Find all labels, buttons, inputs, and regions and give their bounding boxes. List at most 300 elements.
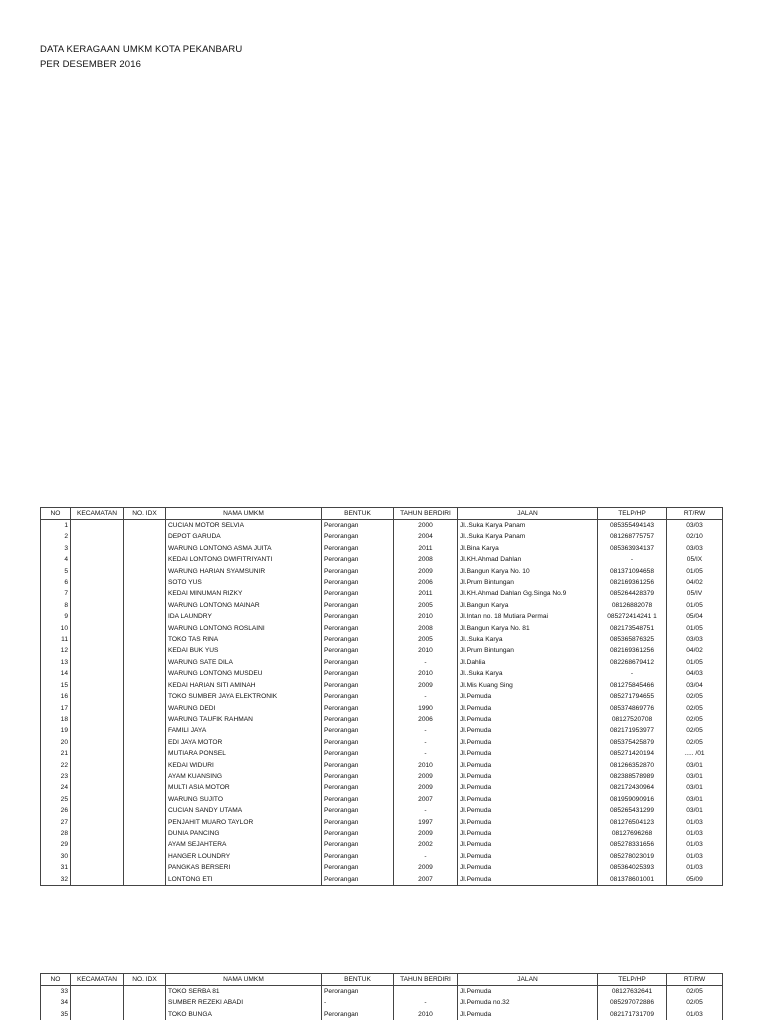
kecamatan-cell <box>71 725 124 736</box>
column-header: JALAN <box>458 974 598 986</box>
telp-cell: 08127696268 <box>598 828 667 839</box>
bentuk-cell: Perorangan <box>322 634 394 645</box>
jalan-cell: Jl..Suka Karya Panam <box>458 531 598 542</box>
tahun-berdiri-cell: 2009 <box>394 771 458 782</box>
kecamatan-cell <box>71 668 124 679</box>
no-idx-cell <box>124 725 166 736</box>
bentuk-cell: Perorangan <box>322 668 394 679</box>
nama-umkm-cell: MULTI ASIA MOTOR <box>166 782 322 793</box>
table-row <box>41 623 723 634</box>
table-row <box>41 782 723 793</box>
bentuk-cell: Perorangan <box>322 782 394 793</box>
telp-cell: 081371094658 <box>598 566 667 577</box>
table-row <box>41 577 723 588</box>
no-idx-cell <box>124 748 166 759</box>
no-idx-cell <box>124 645 166 656</box>
jalan-cell: Jl.Pemuda <box>458 851 598 862</box>
jalan-cell: Jl.Pemuda <box>458 828 598 839</box>
telp-cell: 082169361256 <box>598 577 667 588</box>
rt-rw-cell: 01/05 <box>667 623 723 634</box>
row-number: 23 <box>41 771 71 782</box>
table-row <box>41 725 723 736</box>
row-number: 28 <box>41 828 71 839</box>
tahun-berdiri-cell: - <box>394 737 458 748</box>
table-row <box>41 828 723 839</box>
tahun-berdiri-cell: 2005 <box>394 600 458 611</box>
tahun-berdiri-cell: 2005 <box>394 634 458 645</box>
nama-umkm-cell: KEDAI HARIAN SITI AMINAH <box>166 680 322 691</box>
no-idx-cell <box>124 737 166 748</box>
column-header: KECAMATAN <box>71 508 124 520</box>
kecamatan-cell <box>71 794 124 805</box>
tahun-berdiri-cell: 2009 <box>394 828 458 839</box>
row-number: 14 <box>41 668 71 679</box>
row-number: 17 <box>41 703 71 714</box>
table-row <box>41 611 723 622</box>
no-idx-cell <box>124 782 166 793</box>
kecamatan-cell <box>71 554 124 565</box>
jalan-cell: Jl.Pemuda <box>458 986 598 998</box>
row-number: 26 <box>41 805 71 816</box>
umkm-table-page-1 <box>40 507 723 886</box>
no-idx-cell <box>124 543 166 554</box>
bentuk-cell: Perorangan <box>322 543 394 554</box>
kecamatan-cell <box>71 588 124 599</box>
table-row <box>41 874 723 886</box>
rt-rw-cell: 01/03 <box>667 851 723 862</box>
kecamatan-cell <box>71 874 124 886</box>
nama-umkm-cell: IDA LAUNDRY <box>166 611 322 622</box>
telp-cell: 082171731709 <box>598 1009 667 1020</box>
nama-umkm-cell: EDI JAYA MOTOR <box>166 737 322 748</box>
no-idx-cell <box>124 771 166 782</box>
jalan-cell: Jl.Pemuda <box>458 794 598 805</box>
jalan-cell: Jl.Pemuda <box>458 691 598 702</box>
tahun-berdiri-cell: 2009 <box>394 680 458 691</box>
rt-rw-cell: 03/03 <box>667 543 723 554</box>
table-row <box>41 600 723 611</box>
rt-rw-cell: 01/05 <box>667 600 723 611</box>
nama-umkm-cell: FAMILI JAYA <box>166 725 322 736</box>
kecamatan-cell <box>71 657 124 668</box>
rt-rw-cell: 04/03 <box>667 668 723 679</box>
kecamatan-cell <box>71 611 124 622</box>
table-row <box>41 737 723 748</box>
document-title: DATA KERAGAAN UMKM KOTA PEKANBARU <box>40 44 243 55</box>
rt-rw-cell: 04/02 <box>667 645 723 656</box>
rt-rw-cell: 05/09 <box>667 874 723 886</box>
nama-umkm-cell: KEDAI BUK YUS <box>166 645 322 656</box>
jalan-cell: Jl.Intan no. 18 Mutiara Permai <box>458 611 598 622</box>
rt-rw-cell: 01/03 <box>667 862 723 873</box>
row-number: 3 <box>41 543 71 554</box>
bentuk-cell: Perorangan <box>322 520 394 532</box>
bentuk-cell: Perorangan <box>322 623 394 634</box>
table-row <box>41 691 723 702</box>
kecamatan-cell <box>71 997 124 1008</box>
jalan-cell: Jl.Bina Karya <box>458 543 598 554</box>
telp-cell: 082173548751 <box>598 623 667 634</box>
rt-rw-cell: 02/05 <box>667 703 723 714</box>
tahun-berdiri-cell: - <box>394 691 458 702</box>
row-number: 31 <box>41 862 71 873</box>
column-header: NO <box>41 974 71 986</box>
rt-rw-cell: 01/03 <box>667 817 723 828</box>
no-idx-cell <box>124 1009 166 1020</box>
rt-rw-cell: 05/IV <box>667 588 723 599</box>
row-number: 11 <box>41 634 71 645</box>
rt-rw-cell: 03/01 <box>667 805 723 816</box>
row-number: 16 <box>41 691 71 702</box>
nama-umkm-cell: TOKO TAS RINA <box>166 634 322 645</box>
nama-umkm-cell: WARUNG SUJITO <box>166 794 322 805</box>
no-idx-cell <box>124 623 166 634</box>
nama-umkm-cell: WARUNG LONTONG ROSLAINI <box>166 623 322 634</box>
tahun-berdiri-cell: - <box>394 805 458 816</box>
tahun-berdiri-cell: 2007 <box>394 874 458 886</box>
no-idx-cell <box>124 862 166 873</box>
tahun-berdiri-cell: 2006 <box>394 714 458 725</box>
row-number: 15 <box>41 680 71 691</box>
row-number: 30 <box>41 851 71 862</box>
column-header: NO. IDX <box>124 508 166 520</box>
document-subtitle: PER DESEMBER 2016 <box>40 59 141 70</box>
kecamatan-cell <box>71 623 124 634</box>
bentuk-cell: Perorangan <box>322 794 394 805</box>
tahun-berdiri-cell: 2009 <box>394 782 458 793</box>
row-number: 21 <box>41 748 71 759</box>
nama-umkm-cell: WARUNG SATE DILA <box>166 657 322 668</box>
bentuk-cell: Perorangan <box>322 862 394 873</box>
kecamatan-cell <box>71 760 124 771</box>
bentuk-cell: Perorangan <box>322 600 394 611</box>
bentuk-cell: Perorangan <box>322 986 394 998</box>
telp-cell: - <box>598 668 667 679</box>
bentuk-cell: Perorangan <box>322 725 394 736</box>
telp-cell: 08126882078 <box>598 600 667 611</box>
kecamatan-cell <box>71 862 124 873</box>
bentuk-cell: Perorangan <box>322 703 394 714</box>
bentuk-cell: Perorangan <box>322 531 394 542</box>
no-idx-cell <box>124 588 166 599</box>
nama-umkm-cell: WARUNG LONTONG MAINAR <box>166 600 322 611</box>
no-idx-cell <box>124 520 166 532</box>
nama-umkm-cell: WARUNG DEDI <box>166 703 322 714</box>
kecamatan-cell <box>71 577 124 588</box>
telp-cell: 082172430964 <box>598 782 667 793</box>
column-header: NO <box>41 508 71 520</box>
table-row <box>41 554 723 565</box>
row-number: 33 <box>41 986 71 998</box>
row-number: 2 <box>41 531 71 542</box>
jalan-cell: Jl.Pemuda <box>458 703 598 714</box>
row-number: 24 <box>41 782 71 793</box>
table-header-row <box>41 508 723 520</box>
telp-cell: 081266352870 <box>598 760 667 771</box>
bentuk-cell: Perorangan <box>322 817 394 828</box>
tahun-berdiri-cell: 1997 <box>394 817 458 828</box>
table-row <box>41 997 723 1008</box>
rt-rw-cell: 02/05 <box>667 725 723 736</box>
rt-rw-cell: 02/05 <box>667 714 723 725</box>
kecamatan-cell <box>71 531 124 542</box>
column-header: TELP/HP <box>598 508 667 520</box>
bentuk-cell: Perorangan <box>322 1009 394 1020</box>
kecamatan-cell <box>71 600 124 611</box>
telp-cell: 085272414241 1 <box>598 611 667 622</box>
nama-umkm-cell: CUCIAN MOTOR SELVIA <box>166 520 322 532</box>
no-idx-cell <box>124 794 166 805</box>
telp-cell: 082268679412 <box>598 657 667 668</box>
bentuk-cell: Perorangan <box>322 851 394 862</box>
rt-rw-cell: ..... /01 <box>667 748 723 759</box>
kecamatan-cell <box>71 817 124 828</box>
rt-rw-cell: 04/02 <box>667 577 723 588</box>
telp-cell: 081268775757 <box>598 531 667 542</box>
telp-cell: 085271794655 <box>598 691 667 702</box>
table-row <box>41 668 723 679</box>
kecamatan-cell <box>71 737 124 748</box>
telp-cell: 08127520708 <box>598 714 667 725</box>
jalan-cell: Jl..Suka Karya Panam <box>458 520 598 532</box>
no-idx-cell <box>124 839 166 850</box>
no-idx-cell <box>124 703 166 714</box>
bentuk-cell: Perorangan <box>322 828 394 839</box>
nama-umkm-cell: MUTIARA PONSEL <box>166 748 322 759</box>
no-idx-cell <box>124 997 166 1008</box>
row-number: 25 <box>41 794 71 805</box>
column-header: NAMA UMKM <box>166 508 322 520</box>
kecamatan-cell <box>71 543 124 554</box>
table-row <box>41 771 723 782</box>
rt-rw-cell: 03/01 <box>667 760 723 771</box>
bentuk-cell: Perorangan <box>322 874 394 886</box>
jalan-cell: Jl.KH.Ahmad Dahlan <box>458 554 598 565</box>
tahun-berdiri-cell: 2006 <box>394 577 458 588</box>
jalan-cell: Jl.Bangun Karya No. 81 <box>458 623 598 634</box>
jalan-cell: Jl.Prum Bintungan <box>458 645 598 656</box>
bentuk-cell: Perorangan <box>322 714 394 725</box>
telp-cell: - <box>598 554 667 565</box>
tahun-berdiri-cell: 2010 <box>394 611 458 622</box>
nama-umkm-cell: PENJAHIT MUARO TAYLOR <box>166 817 322 828</box>
row-number: 1 <box>41 520 71 532</box>
kecamatan-cell <box>71 680 124 691</box>
table-row <box>41 760 723 771</box>
rt-rw-cell: 05/IX <box>667 554 723 565</box>
nama-umkm-cell: SOTO YUS <box>166 577 322 588</box>
telp-cell: 085271420194 <box>598 748 667 759</box>
bentuk-cell: Perorangan <box>322 737 394 748</box>
nama-umkm-cell: TOKO BUNGA <box>166 1009 322 1020</box>
row-number: 9 <box>41 611 71 622</box>
table-row <box>41 1009 723 1020</box>
tahun-berdiri-cell: 2002 <box>394 839 458 850</box>
telp-cell: 082388578989 <box>598 771 667 782</box>
telp-cell: 085278331656 <box>598 839 667 850</box>
rt-rw-cell: 03/01 <box>667 794 723 805</box>
jalan-cell: Jl.Bangun Karya <box>458 600 598 611</box>
no-idx-cell <box>124 668 166 679</box>
tahun-berdiri-cell: 2010 <box>394 668 458 679</box>
row-number: 29 <box>41 839 71 850</box>
rt-rw-cell: 03/03 <box>667 634 723 645</box>
jalan-cell: Jl.Pemuda <box>458 760 598 771</box>
table-row <box>41 634 723 645</box>
kecamatan-cell <box>71 703 124 714</box>
umkm-table-page-2 <box>40 973 723 1020</box>
nama-umkm-cell: WARUNG HARIAN SYAMSUNIR <box>166 566 322 577</box>
nama-umkm-cell: LONTONG ETI <box>166 874 322 886</box>
rt-rw-cell: 02/05 <box>667 737 723 748</box>
tahun-berdiri-cell: - <box>394 997 458 1008</box>
table-row <box>41 794 723 805</box>
table-body <box>41 986 723 1021</box>
jalan-cell: Jl.Pemuda <box>458 805 598 816</box>
bentuk-cell: Perorangan <box>322 554 394 565</box>
kecamatan-cell <box>71 771 124 782</box>
table-header-row <box>41 974 723 986</box>
tahun-berdiri-cell: 2009 <box>394 566 458 577</box>
nama-umkm-cell: HANGER LOUNDRY <box>166 851 322 862</box>
rt-rw-cell: 03/01 <box>667 771 723 782</box>
bentuk-cell: Perorangan <box>322 748 394 759</box>
tahun-berdiri-cell: 2008 <box>394 623 458 634</box>
no-idx-cell <box>124 634 166 645</box>
nama-umkm-cell: WARUNG LONTONG ASMA JUITA <box>166 543 322 554</box>
kecamatan-cell <box>71 782 124 793</box>
table-row <box>41 714 723 725</box>
telp-cell: 085297072886 <box>598 997 667 1008</box>
row-number: 35 <box>41 1009 71 1020</box>
rt-rw-cell: 02/05 <box>667 986 723 998</box>
telp-cell: 085355494143 <box>598 520 667 532</box>
row-number: 10 <box>41 623 71 634</box>
nama-umkm-cell: DEPOT GARUDA <box>166 531 322 542</box>
no-idx-cell <box>124 680 166 691</box>
telp-cell: 085365876325 <box>598 634 667 645</box>
nama-umkm-cell: KEDAI MINUMAN RIZKY <box>166 588 322 599</box>
no-idx-cell <box>124 611 166 622</box>
no-idx-cell <box>124 657 166 668</box>
jalan-cell: Jl.Pemuda <box>458 839 598 850</box>
jalan-cell: Jl.Pemuda <box>458 862 598 873</box>
jalan-cell: Jl.Pemuda <box>458 874 598 886</box>
bentuk-cell: Perorangan <box>322 657 394 668</box>
no-idx-cell <box>124 817 166 828</box>
table-row <box>41 680 723 691</box>
tahun-berdiri-cell: 2010 <box>394 1009 458 1020</box>
rt-rw-cell: 02/05 <box>667 691 723 702</box>
table-row <box>41 805 723 816</box>
row-number: 19 <box>41 725 71 736</box>
document-title-block <box>40 42 242 72</box>
table-row <box>41 862 723 873</box>
row-number: 12 <box>41 645 71 656</box>
row-number: 8 <box>41 600 71 611</box>
rt-rw-cell: 01/03 <box>667 839 723 850</box>
kecamatan-cell <box>71 566 124 577</box>
telp-cell: 085278023019 <box>598 851 667 862</box>
nama-umkm-cell: WARUNG TAUFIK RAHMAN <box>166 714 322 725</box>
table-row <box>41 657 723 668</box>
jalan-cell: Jl.Pemuda <box>458 748 598 759</box>
column-header: JALAN <box>458 508 598 520</box>
row-number: 34 <box>41 997 71 1008</box>
tahun-berdiri-cell <box>394 986 458 998</box>
tahun-berdiri-cell: 2008 <box>394 554 458 565</box>
telp-cell: 082171953977 <box>598 725 667 736</box>
row-number: 27 <box>41 817 71 828</box>
nama-umkm-cell: KEDAI LONTONG DWIFITRIYANTI <box>166 554 322 565</box>
bentuk-cell: Perorangan <box>322 760 394 771</box>
nama-umkm-cell: AYAM KUANSING <box>166 771 322 782</box>
table-row <box>41 588 723 599</box>
column-header: TAHUN BERDIRI <box>394 508 458 520</box>
row-number: 5 <box>41 566 71 577</box>
rt-rw-cell: 03/03 <box>667 520 723 532</box>
nama-umkm-cell: WARUNG LONTONG MUSDEU <box>166 668 322 679</box>
table-body <box>41 520 723 886</box>
telp-cell: 085374869776 <box>598 703 667 714</box>
table-row <box>41 986 723 998</box>
tahun-berdiri-cell: - <box>394 851 458 862</box>
jalan-cell: Jl.Pemuda <box>458 737 598 748</box>
table-row <box>41 543 723 554</box>
nama-umkm-cell: KEDAI WIDURI <box>166 760 322 771</box>
no-idx-cell <box>124 566 166 577</box>
telp-cell: 081276504123 <box>598 817 667 828</box>
jalan-cell: Jl.Pemuda <box>458 782 598 793</box>
jalan-cell: Jl.Pemuda <box>458 1009 598 1020</box>
tahun-berdiri-cell: 2009 <box>394 862 458 873</box>
nama-umkm-cell: TOKO SUMBER JAYA ELEKTRONIK <box>166 691 322 702</box>
tahun-berdiri-cell: - <box>394 748 458 759</box>
table-row <box>41 817 723 828</box>
row-number: 22 <box>41 760 71 771</box>
column-header: NAMA UMKM <box>166 974 322 986</box>
no-idx-cell <box>124 874 166 886</box>
telp-cell: 081959090916 <box>598 794 667 805</box>
kecamatan-cell <box>71 986 124 998</box>
jalan-cell: Jl.Dahlia <box>458 657 598 668</box>
column-header: BENTUK <box>322 508 394 520</box>
nama-umkm-cell: PANGKAS BERSERI <box>166 862 322 873</box>
no-idx-cell <box>124 531 166 542</box>
jalan-cell: Jl.Bangun Karya No. 10 <box>458 566 598 577</box>
telp-cell: 085363934137 <box>598 543 667 554</box>
nama-umkm-cell: DUNIA PANCING <box>166 828 322 839</box>
kecamatan-cell <box>71 645 124 656</box>
column-header: BENTUK <box>322 974 394 986</box>
column-header: RT/RW <box>667 974 723 986</box>
rt-rw-cell: 02/05 <box>667 997 723 1008</box>
column-header: KECAMATAN <box>71 974 124 986</box>
tahun-berdiri-cell: 2011 <box>394 588 458 599</box>
bentuk-cell: Perorangan <box>322 691 394 702</box>
tahun-berdiri-cell: 2007 <box>394 794 458 805</box>
telp-cell: 082169361256 <box>598 645 667 656</box>
column-header: TAHUN BERDIRI <box>394 974 458 986</box>
nama-umkm-cell: TOKO SERBA 81 <box>166 986 322 998</box>
row-number: 7 <box>41 588 71 599</box>
kecamatan-cell <box>71 1009 124 1020</box>
no-idx-cell <box>124 805 166 816</box>
bentuk-cell: Perorangan <box>322 645 394 656</box>
rt-rw-cell: 01/05 <box>667 657 723 668</box>
tahun-berdiri-cell: 2000 <box>394 520 458 532</box>
jalan-cell: Jl.Prum Bintungan <box>458 577 598 588</box>
